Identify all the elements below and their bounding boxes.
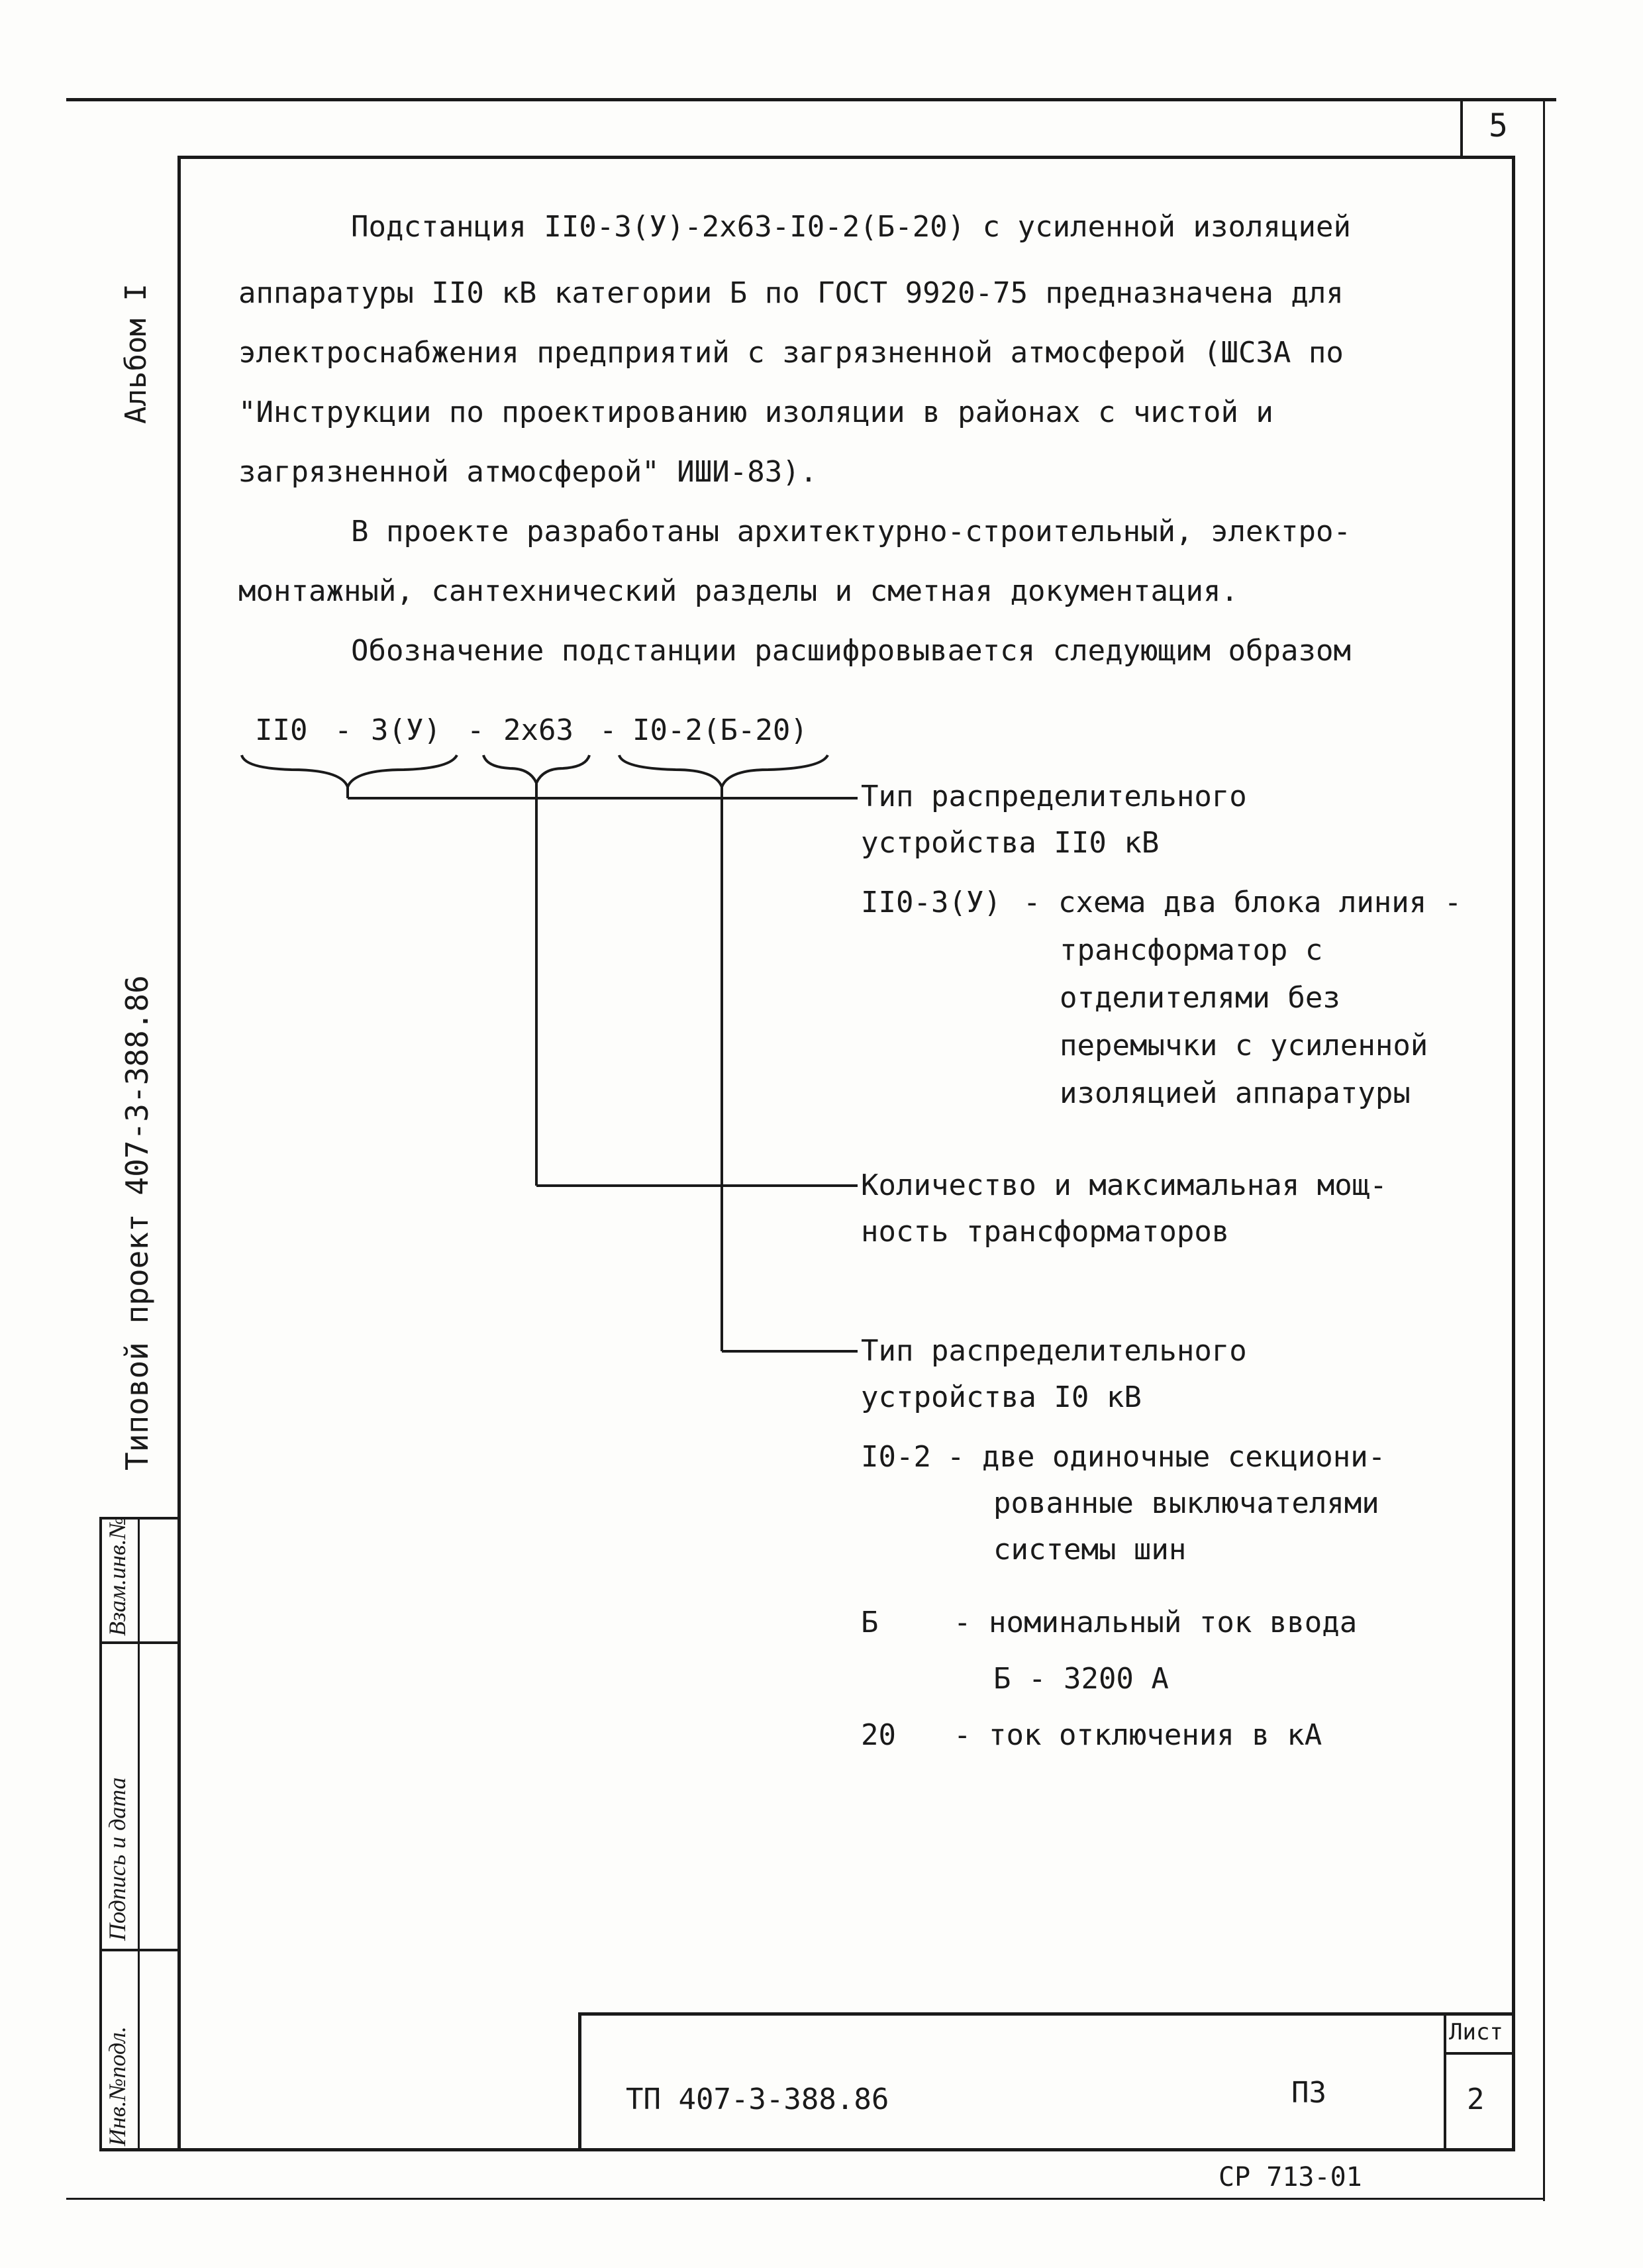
side-project: Типовой проект 407-3-388.86 [119,975,155,1470]
doc-section: ПЗ [1291,2076,1326,2110]
ru10-desc: - две одиночные секциони- [947,1440,1386,1474]
stamp-field-substitute: Взам.инв.№ [104,1516,130,1636]
b-desc: - номинальный ток ввода [954,1606,1358,1639]
transformers-desc: ность трансформаторов [861,1215,1230,1249]
formula-dash: - [467,713,485,747]
formula-part-110: II0 [255,713,308,747]
stamp-field-signature: Подпись и дата [104,1777,130,1941]
para2-line: монтажный, сантехнический разделы и сметная документация. [238,574,1238,608]
ru10-code: I0-2 [861,1440,931,1474]
para1-line: электроснабжения предприятий с загрязненной атмосферой (ШСЗА по [238,336,1344,370]
para1-line: аппаратуры II0 кВ категории Б по ГОСТ 9920-75 предназначена для [238,276,1344,310]
transformers-desc: Количество и максимальная мощ- [861,1168,1387,1202]
page-number: 5 [1489,107,1508,144]
ru110-desc: перемычки с усиленной [1060,1029,1428,1062]
formula-part-3u: 3(У) [371,713,441,747]
para1-line: Подстанция II0-3(У)-2х63-I0-2(Б-20) с усиленной изоляцией [351,210,1351,244]
para2-line: В проекте разработаны архитектурно-строительный, электро- [351,515,1351,548]
ru10-desc: системы шин [993,1533,1187,1567]
para1-line: загрязненной атмосферой" ИШИ-83). [238,455,818,489]
ru110-desc: трансформатор с [1060,933,1323,967]
ru10-title: Тип распределительного [861,1334,1247,1368]
ru110-desc: отделителями без [1060,981,1340,1015]
sheet-label: Лист [1449,2019,1503,2045]
titleblock-top [578,2012,1515,2016]
ru110-desc: изоляцией аппаратуры [1060,1076,1411,1110]
titleblock-left [578,2012,581,2151]
stamp-field-inventory: Инв.№подл. [104,2026,130,2146]
formula-part-2x63: 2х63 [503,713,573,747]
doc-code: ТП 407-3-388.86 [626,2083,889,2116]
titleblock-sheet-divider [1444,2052,1515,2055]
formula-dash: - [334,713,352,747]
sheet-number: 2 [1467,2083,1485,2116]
para1-line: "Инструкции по проектированию изоляции в районах с чистой и [238,395,1273,429]
ru110-title: устройства II0 кВ [861,826,1160,860]
n20-desc: - ток отключения в кА [954,1718,1322,1752]
brace-part-1 [242,755,457,787]
brace-part-2 [483,755,589,783]
ru110-title: Тип распределительного [861,780,1247,813]
b-code: Б [861,1606,879,1639]
footer-code: СР 713-01 [1219,2162,1362,2192]
ru10-title: устройства I0 кВ [861,1380,1142,1414]
ru10-desc: рованные выключателями [993,1486,1379,1520]
ru110-desc: - схема два блока линия - [1023,886,1462,919]
side-album: Альбом I [119,284,153,424]
formula-part-10-2: I0-2(Б-20) [632,713,808,747]
paragraph-3: Обозначение подстанции расшифровывается следующим образом [351,634,1351,668]
brace-part-3 [619,755,828,787]
titleblock-sheet-left [1444,2012,1446,2151]
ru110-code: II0-3(У) [861,886,1001,919]
b-value: Б - 3200 А [993,1662,1169,1696]
formula-dash: - [599,713,617,747]
n20-code: 20 [861,1718,896,1752]
